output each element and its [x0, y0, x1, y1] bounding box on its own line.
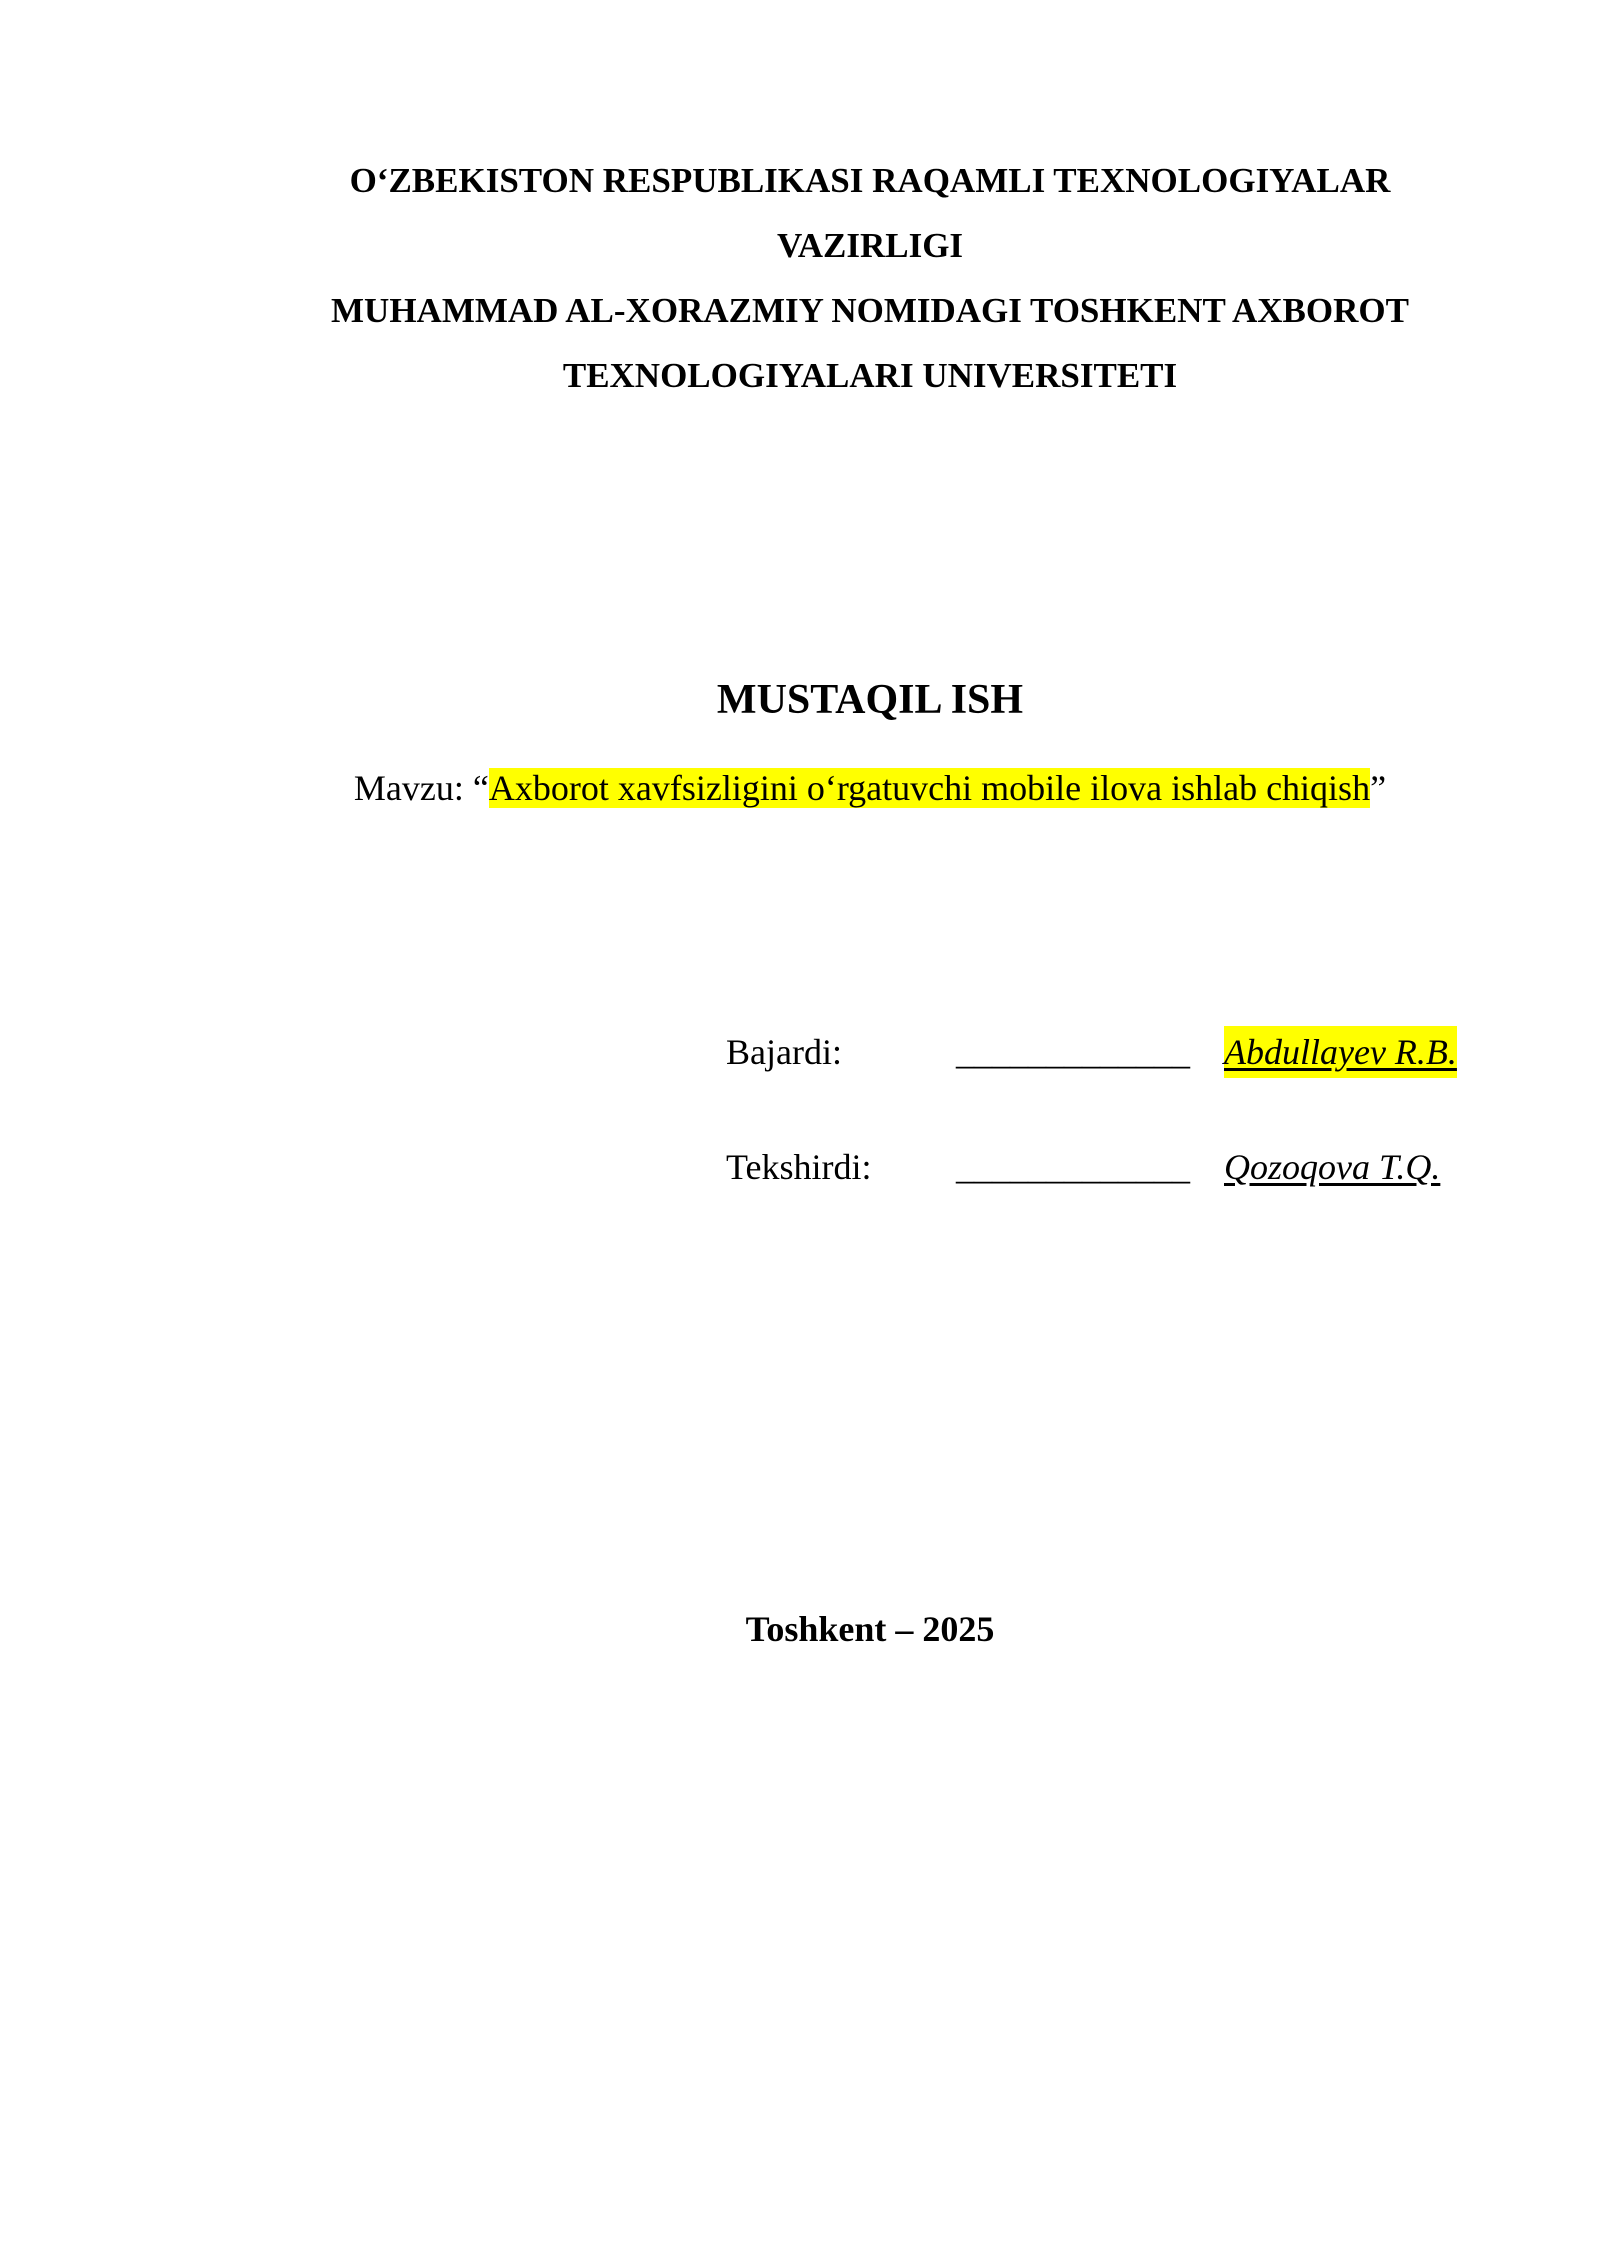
ministry-name-line-1: O‘ZBEKISTON RESPUBLIKASI RAQAMLI TEXNOLOGIYALAR	[349, 161, 1391, 200]
topic-suffix: ”	[1370, 768, 1387, 808]
performed-label: Bajardi:	[726, 1032, 842, 1072]
institution-header	[200, 148, 1540, 408]
performed-signature-line: _____________	[956, 1032, 1190, 1072]
topic-prefix: Mavzu: “	[353, 768, 489, 808]
city-year-footer: Toshkent – 2025	[745, 1609, 995, 1649]
checked-signature-line: _____________	[956, 1147, 1190, 1187]
ministry-name-line-2: VAZIRLIGI	[776, 226, 964, 265]
university-name-line-2: TEXNOLOGIYALARI UNIVERSITETI	[562, 356, 1178, 395]
topic-line	[200, 762, 1540, 814]
checked-by-name: Qozoqova T.Q.	[1224, 1147, 1441, 1187]
topic-title-highlighted: Axborot xavfsizligini o‘rgatuvchi mobile ilova ishlab chiqish	[488, 768, 1371, 808]
work-title: MUSTAQIL ISH	[716, 677, 1024, 723]
checked-label: Tekshirdi:	[726, 1147, 872, 1187]
university-name-line-1: MUHAMMAD AL-XORAZMIY NOMIDAGI TOSHKENT AXBOROT	[331, 291, 1409, 330]
performed-by-name: Abdullayev R.B.	[1224, 1026, 1457, 1078]
